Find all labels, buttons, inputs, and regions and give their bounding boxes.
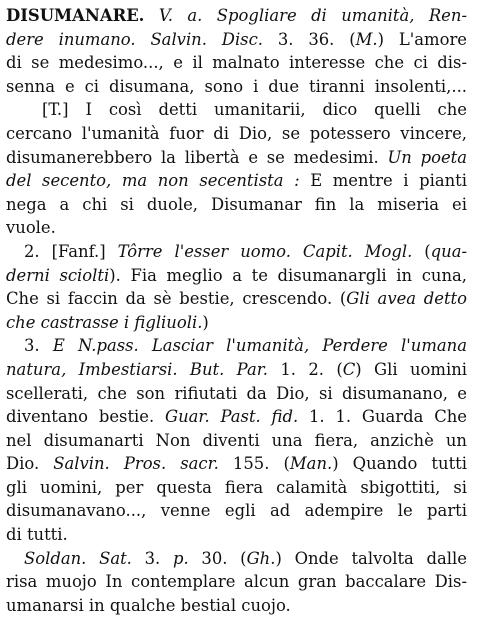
entry-line bbox=[6, 51, 467, 75]
entry-text: cercano l'umanità fuor di Dio, se potessero vincere, bbox=[6, 123, 467, 143]
entry-text: di se medesimo..., e il malnato interesse che ci dis- bbox=[6, 53, 467, 73]
entry-line bbox=[6, 523, 467, 547]
entry-text: E mentre i pianti bbox=[299, 171, 467, 191]
entry-text: ). bbox=[109, 265, 121, 285]
entry-text: V. a. Spogliare di umanità, Ren- bbox=[158, 6, 467, 25]
entry-text: che castrasse i figliuoli. bbox=[6, 312, 203, 332]
entry-text: nel disumanarti Non diventi una fiera, anzichè un bbox=[6, 430, 467, 450]
entry-line bbox=[6, 499, 467, 523]
entry-text: Salvin. Pros. sacr. bbox=[53, 454, 219, 474]
entry-text: Dio. bbox=[6, 454, 54, 474]
entry-text: risa muojo In contemplare alcun gran baccalare Dis- bbox=[6, 572, 467, 592]
entry-text: vuole. bbox=[6, 218, 56, 238]
entry-text: 3. bbox=[24, 336, 53, 356]
entry-text: ) bbox=[202, 312, 209, 332]
entry-text: natura, Imbestiarsi. But. Par. bbox=[6, 359, 268, 379]
entry-text: gli uomini, per questa fiera calamità sbigottiti, si bbox=[6, 477, 467, 497]
entry-line bbox=[6, 122, 467, 146]
entry-text: Tôrre l'esser uomo. Capit. Mogl. bbox=[117, 241, 413, 261]
entry-text: disumanerebbero la libertà e se medesimi. bbox=[6, 147, 388, 167]
entry-line bbox=[6, 193, 467, 217]
entry-text: ) Onde talvolta dalle bbox=[275, 548, 467, 568]
entry-line bbox=[6, 334, 467, 358]
entry-text: diventano bestie. bbox=[6, 407, 165, 427]
entry-text: 30. ( bbox=[188, 548, 247, 568]
entry-text: del secento, ma non secentista : bbox=[6, 171, 300, 191]
entry-text bbox=[144, 6, 158, 25]
entry-line bbox=[6, 547, 467, 571]
entry-text: nega a chi si duole, Disumanar fin la miseria ei bbox=[6, 194, 467, 214]
entry-text: qua- bbox=[430, 241, 467, 261]
entry-line bbox=[6, 264, 467, 288]
entry-text: ( bbox=[412, 241, 431, 261]
entry-text: C bbox=[342, 359, 356, 379]
entry-text: dere inumano. Salvin. Disc. bbox=[6, 29, 263, 49]
entry-text: 3. 36. ( bbox=[262, 29, 356, 49]
entry-line bbox=[6, 405, 467, 429]
entry-line bbox=[6, 452, 467, 476]
entry-text: scellerati, che son rifiutati da Dio, si disumanano, e bbox=[6, 383, 467, 403]
entry-line bbox=[6, 594, 467, 617]
entry-text: 2. [Fanf.] bbox=[24, 241, 118, 261]
entry-text: disumanavano..., venne egli ad adempire le parti bbox=[6, 501, 467, 521]
entry-text: 1. 2. ( bbox=[268, 359, 343, 379]
entry-line bbox=[6, 169, 467, 193]
entry-text: M. bbox=[355, 29, 378, 49]
entry-text: [T.] I così detti umanitarii, dico quelli che bbox=[42, 100, 467, 120]
entry-text: umanarsi in qualche bestial cuojo. bbox=[6, 595, 291, 615]
entry-line bbox=[6, 98, 467, 122]
entry-text: p. bbox=[172, 548, 189, 568]
entry-line bbox=[6, 476, 467, 500]
entry-text: E N.pass. Lasciar l'umanità, Perdere l'umana bbox=[52, 336, 467, 356]
entry-line bbox=[6, 382, 467, 406]
entry-text: 1. 1. Guarda Che bbox=[298, 407, 467, 427]
entry-line bbox=[6, 216, 467, 240]
entry-line bbox=[6, 240, 467, 264]
entry-text: Gli avea detto bbox=[346, 289, 467, 309]
entry-line bbox=[6, 311, 467, 335]
entry-text: Guar. Past. fid. bbox=[165, 407, 299, 427]
entry-text: Fia meglio a te disumanargli in cuna, bbox=[120, 265, 467, 285]
entry-text: ) L'amore bbox=[377, 29, 467, 49]
entry-text: 3. bbox=[131, 548, 173, 568]
entry-text: Un poeta bbox=[387, 147, 467, 167]
entry-text: Gh. bbox=[246, 548, 276, 568]
entry-line bbox=[6, 358, 467, 382]
entry-text: derni sciolti bbox=[6, 265, 110, 285]
entry-text: senna e ci disumana, sono i due tiranni insolenti,... bbox=[6, 76, 467, 96]
entry-text: 155. ( bbox=[218, 454, 290, 474]
entry-line bbox=[6, 287, 467, 311]
entry-line bbox=[6, 429, 467, 453]
entry-text: di tutti. bbox=[6, 525, 68, 545]
entry-line bbox=[6, 570, 467, 594]
entry-line bbox=[6, 146, 467, 170]
entry-text: ) Gli uomini bbox=[355, 359, 467, 379]
headword: DISUMANARE. bbox=[6, 6, 145, 25]
entry-line bbox=[6, 4, 467, 28]
dictionary-entry-disumanare bbox=[6, 4, 467, 617]
entry-line bbox=[6, 28, 467, 52]
entry-text: Che si faccin da sè bestie, crescendo. ( bbox=[6, 289, 347, 309]
entry-text: Soldan. Sat. bbox=[24, 548, 132, 568]
entry-text: ) Quando tutti bbox=[332, 454, 467, 474]
entry-text: Man. bbox=[289, 454, 333, 474]
entry-line bbox=[6, 75, 467, 99]
